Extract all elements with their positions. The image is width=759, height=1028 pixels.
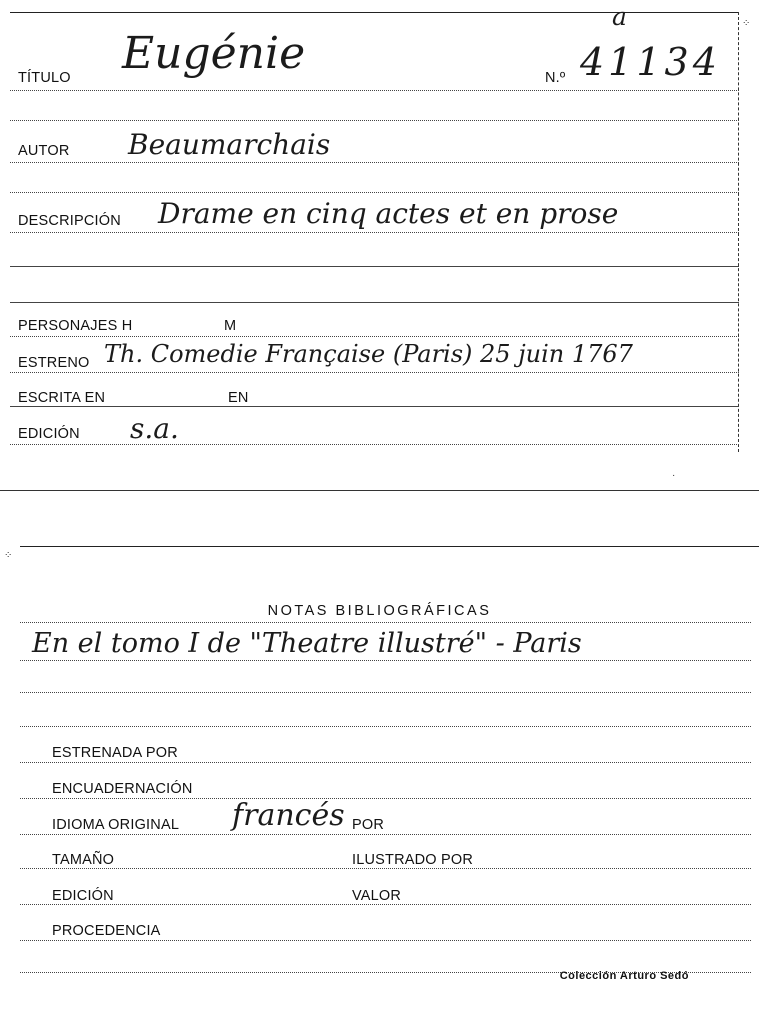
rule-blank-4 [10, 302, 739, 303]
tamano-label: TAMAÑO [52, 852, 115, 868]
descripcion-label: DESCRIPCIÓN [18, 213, 121, 229]
numero-suffix: a [612, 2, 627, 31]
estreno-value: Th. Comedie Française (Paris) 25 juin 1767 [104, 340, 633, 368]
rule-tamano [20, 868, 751, 869]
paper-speck: · [672, 470, 676, 481]
card-top-edge-back [20, 546, 759, 547]
rule-blank-1 [10, 120, 739, 121]
rule-notas-3 [20, 726, 751, 727]
encuadernacion-label: ENCUADERNACIÓN [52, 781, 193, 797]
escrita-label: ESCRITA EN [18, 390, 106, 406]
idioma-label: IDIOMA ORIGINAL [52, 817, 180, 833]
edicion-label-front: EDICIÓN [18, 426, 80, 442]
rule-personajes [10, 336, 739, 337]
rule-notas-top [20, 622, 751, 623]
estrenada-label: ESTRENADA POR [52, 745, 178, 761]
rule-blank-3 [10, 266, 739, 267]
idioma-value: francés [232, 798, 345, 833]
rule-procedencia [20, 940, 751, 941]
titulo-label: TÍTULO [18, 70, 71, 86]
catalog-card-back [0, 540, 759, 1028]
rule-edicion [10, 444, 739, 445]
notas-title: NOTAS BIBLIOGRÁFICAS [267, 603, 492, 619]
paper-speck: ⁘ [742, 18, 751, 29]
rule-notas-2 [20, 692, 751, 693]
ilustrado-label: ILUSTRADO POR [352, 852, 474, 868]
rule-escrita [10, 406, 739, 407]
rule-encuadernacion [20, 798, 751, 799]
rule-notas-1 [20, 660, 751, 661]
rule-edicion-back [20, 904, 751, 905]
personajes-m-label: M [224, 318, 237, 334]
idioma-por-label: POR [352, 817, 385, 833]
catalog-card-front [0, 0, 759, 495]
descripcion-value: Drame en cinq actes et en prose [158, 197, 619, 230]
autor-value: Beaumarchais [128, 128, 331, 161]
rule-estrenada [20, 762, 751, 763]
titulo-value: Eugénie [122, 28, 306, 79]
paper-speck: ⁘ [4, 550, 13, 561]
rule-descripcion [10, 232, 739, 233]
personajes-label: PERSONAJES H [18, 318, 133, 334]
coleccion-footer: Colección Arturo Sedó [559, 970, 689, 982]
valor-label: VALOR [352, 888, 402, 904]
numero-label: N.º [545, 70, 566, 86]
notas-value: En el tomo I de "Theatre illustré" - Paris [32, 628, 582, 659]
rule-idioma [20, 834, 751, 835]
escrita-en-label: EN [228, 390, 249, 406]
card-separator [0, 490, 759, 491]
card-top-edge [10, 12, 739, 13]
estreno-label: ESTRENO [18, 355, 90, 371]
numero-value: 41134 [580, 40, 721, 84]
rule-titulo [10, 90, 739, 91]
rule-autor [10, 162, 739, 163]
edicion-value: s.a. [130, 412, 179, 445]
rule-blank-2 [10, 192, 739, 193]
rule-estreno [10, 372, 739, 373]
procedencia-label: PROCEDENCIA [52, 923, 161, 939]
autor-label: AUTOR [18, 143, 70, 159]
edicion-label-back: EDICIÓN [52, 888, 114, 904]
